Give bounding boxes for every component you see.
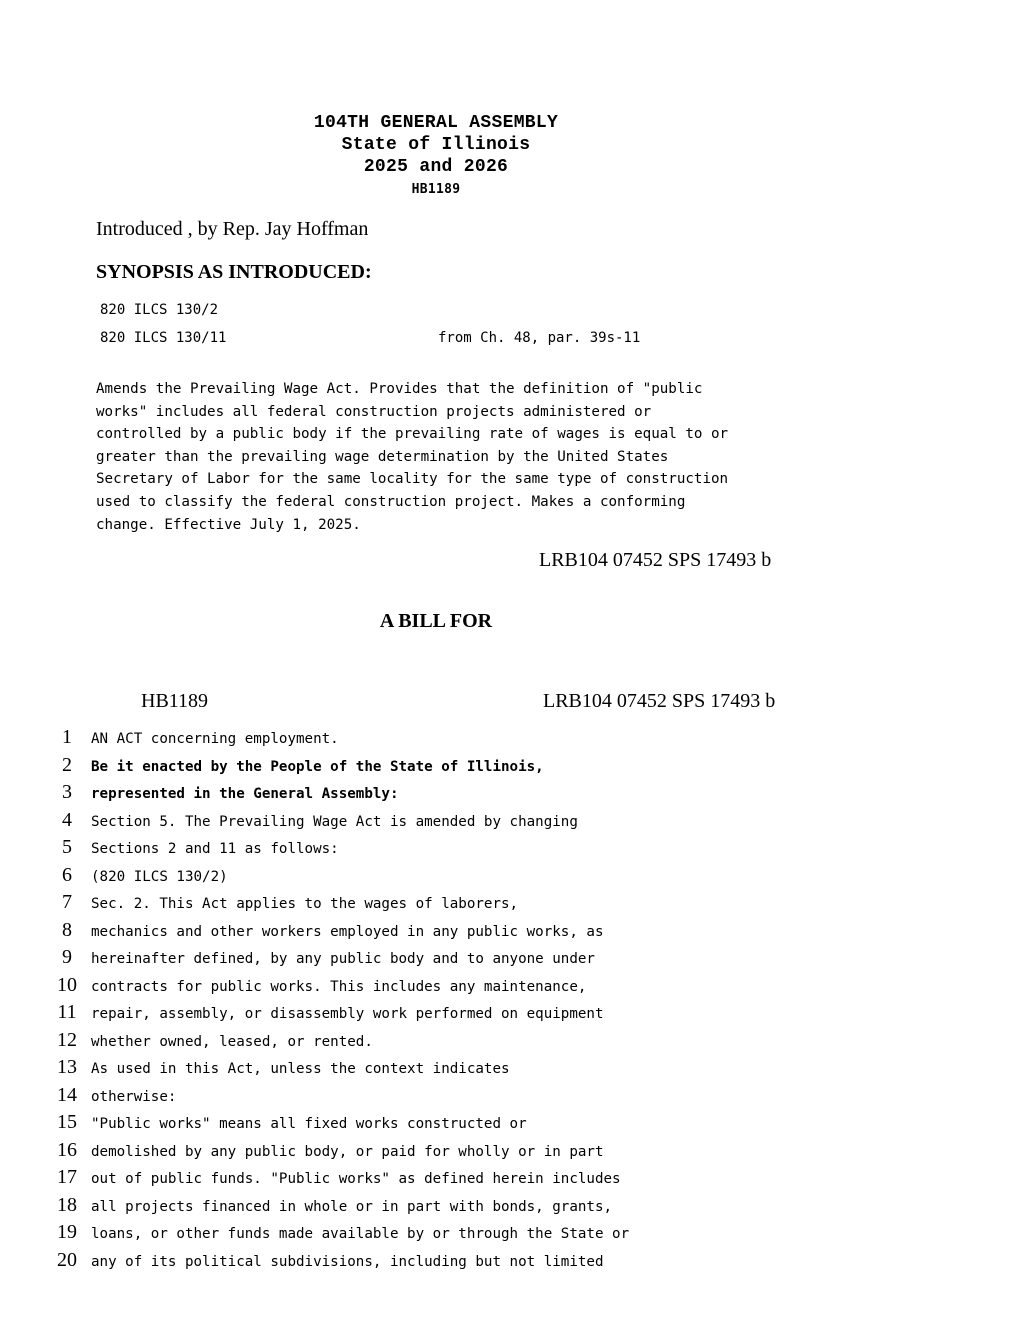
page-header-lrb-code: LRB104 07452 SPS 17493 b <box>543 690 776 712</box>
assembly-heading: 104TH GENERAL ASSEMBLY <box>313 113 559 133</box>
bill-line <box>0 781 800 809</box>
introduced-by: Introduced , by Rep. Jay Hoffman <box>96 218 369 240</box>
line-text: hereinafter defined, by any public body and to anyone under <box>91 951 595 967</box>
bill-line <box>0 891 800 919</box>
line-text: Sec. 2. This Act applies to the wages of laborers, <box>91 896 519 912</box>
years-heading: 2025 and 2026 <box>363 157 509 177</box>
line-number: 20 <box>57 1248 77 1271</box>
line-text: out of public funds. "Public works" as defined herein includes <box>91 1171 621 1187</box>
line-number: 5 <box>62 836 72 858</box>
bill-line <box>0 1084 800 1112</box>
line-number: 1 <box>62 726 72 748</box>
bill-line <box>0 809 800 837</box>
synopsis-line: greater than the prevailing wage determination by the United States <box>96 448 669 465</box>
bill-line <box>0 1194 800 1222</box>
bill-line <box>0 1166 800 1194</box>
line-text: all projects financed in whole or in part with bonds, grants, <box>91 1198 613 1215</box>
line-text: demolished by any public body, or paid for wholly or in part <box>91 1143 604 1160</box>
line-number: 16 <box>57 1138 77 1161</box>
line-number: 11 <box>57 1001 77 1023</box>
line-text: Sections 2 and 11 as follows: <box>91 841 339 857</box>
bill-line <box>0 754 800 782</box>
bill-line <box>0 946 800 974</box>
line-number: 2 <box>62 753 72 776</box>
line-number: 9 <box>62 946 72 968</box>
bill-line <box>0 836 800 864</box>
lrb-code: LRB104 07452 SPS 17493 b <box>539 549 772 571</box>
line-text: represented in the General Assembly: <box>91 786 399 802</box>
bill-line <box>0 1056 800 1084</box>
synopsis-text <box>96 378 796 536</box>
line-number: 18 <box>57 1193 77 1216</box>
bill-line <box>0 1111 800 1139</box>
line-text: repair, assembly, or disassembly work performed on equipment <box>91 1006 604 1022</box>
line-number: 8 <box>62 918 72 941</box>
bill-line <box>0 1029 800 1057</box>
line-number: 19 <box>57 1221 77 1243</box>
bill-number-heading: HB1189 <box>411 182 461 197</box>
page-header-bill-number: HB1189 <box>141 690 209 712</box>
synopsis-line: works" includes all federal construction projects administered or <box>96 403 652 420</box>
line-text: "Public works" means all fixed works constructed or <box>91 1116 527 1132</box>
line-number: 6 <box>62 863 72 886</box>
bill-line <box>0 864 800 892</box>
citation-2-source: from Ch. 48, par. 39s-11 <box>438 330 641 346</box>
bill-line <box>0 1221 800 1249</box>
bill-line <box>0 1001 800 1029</box>
line-number: 12 <box>57 1028 77 1051</box>
line-number: 4 <box>62 808 72 831</box>
line-number: 13 <box>57 1056 77 1078</box>
line-number: 10 <box>57 973 77 996</box>
synopsis-line: used to classify the federal construction project. Makes a conforming <box>96 493 686 510</box>
synopsis-line: Secretary of Labor for the same locality for the same type of construction <box>96 471 729 488</box>
line-text: contracts for public works. This includes any maintenance, <box>91 978 587 995</box>
bill-line <box>0 919 800 947</box>
line-text: AN ACT concerning employment. <box>91 731 339 747</box>
line-text: any of its political subdivisions, including but not limited <box>91 1253 604 1270</box>
synopsis-title: SYNOPSIS AS INTRODUCED: <box>96 261 372 283</box>
line-text: otherwise: <box>91 1088 177 1105</box>
line-text: mechanics and other workers employed in any public works, as <box>91 923 604 940</box>
synopsis-line: Amends the Prevailing Wage Act. Provides that the definition of "public <box>96 381 703 397</box>
line-text: Section 5. The Prevailing Wage Act is amended by changing <box>91 813 578 830</box>
line-number: 17 <box>57 1166 77 1188</box>
line-number: 15 <box>57 1111 77 1133</box>
line-text: Be it enacted by the People of the State of Illinois, <box>91 758 544 775</box>
bill-line <box>0 974 800 1002</box>
line-number: 14 <box>57 1083 77 1106</box>
line-number: 3 <box>62 781 72 803</box>
bill-line <box>0 1249 800 1277</box>
state-heading: State of Illinois <box>341 135 531 155</box>
line-text: loans, or other funds made available by or through the State or <box>91 1226 630 1242</box>
synopsis-line: controlled by a public body if the prevailing rate of wages is equal to or <box>96 426 729 443</box>
line-text: As used in this Act, unless the context indicates <box>91 1061 510 1077</box>
synopsis-line: change. Effective July 1, 2025. <box>96 516 361 533</box>
citation-2: 820 ILCS 130/11 <box>100 330 227 346</box>
bill-for-heading: A BILL FOR <box>379 610 493 632</box>
line-text: (820 ILCS 130/2) <box>91 868 228 885</box>
line-text: whether owned, leased, or rented. <box>91 1033 373 1050</box>
bill-line <box>0 1139 800 1167</box>
line-number: 7 <box>62 891 72 913</box>
bill-line <box>0 726 800 754</box>
citation-1: 820 ILCS 130/2 <box>100 302 219 318</box>
